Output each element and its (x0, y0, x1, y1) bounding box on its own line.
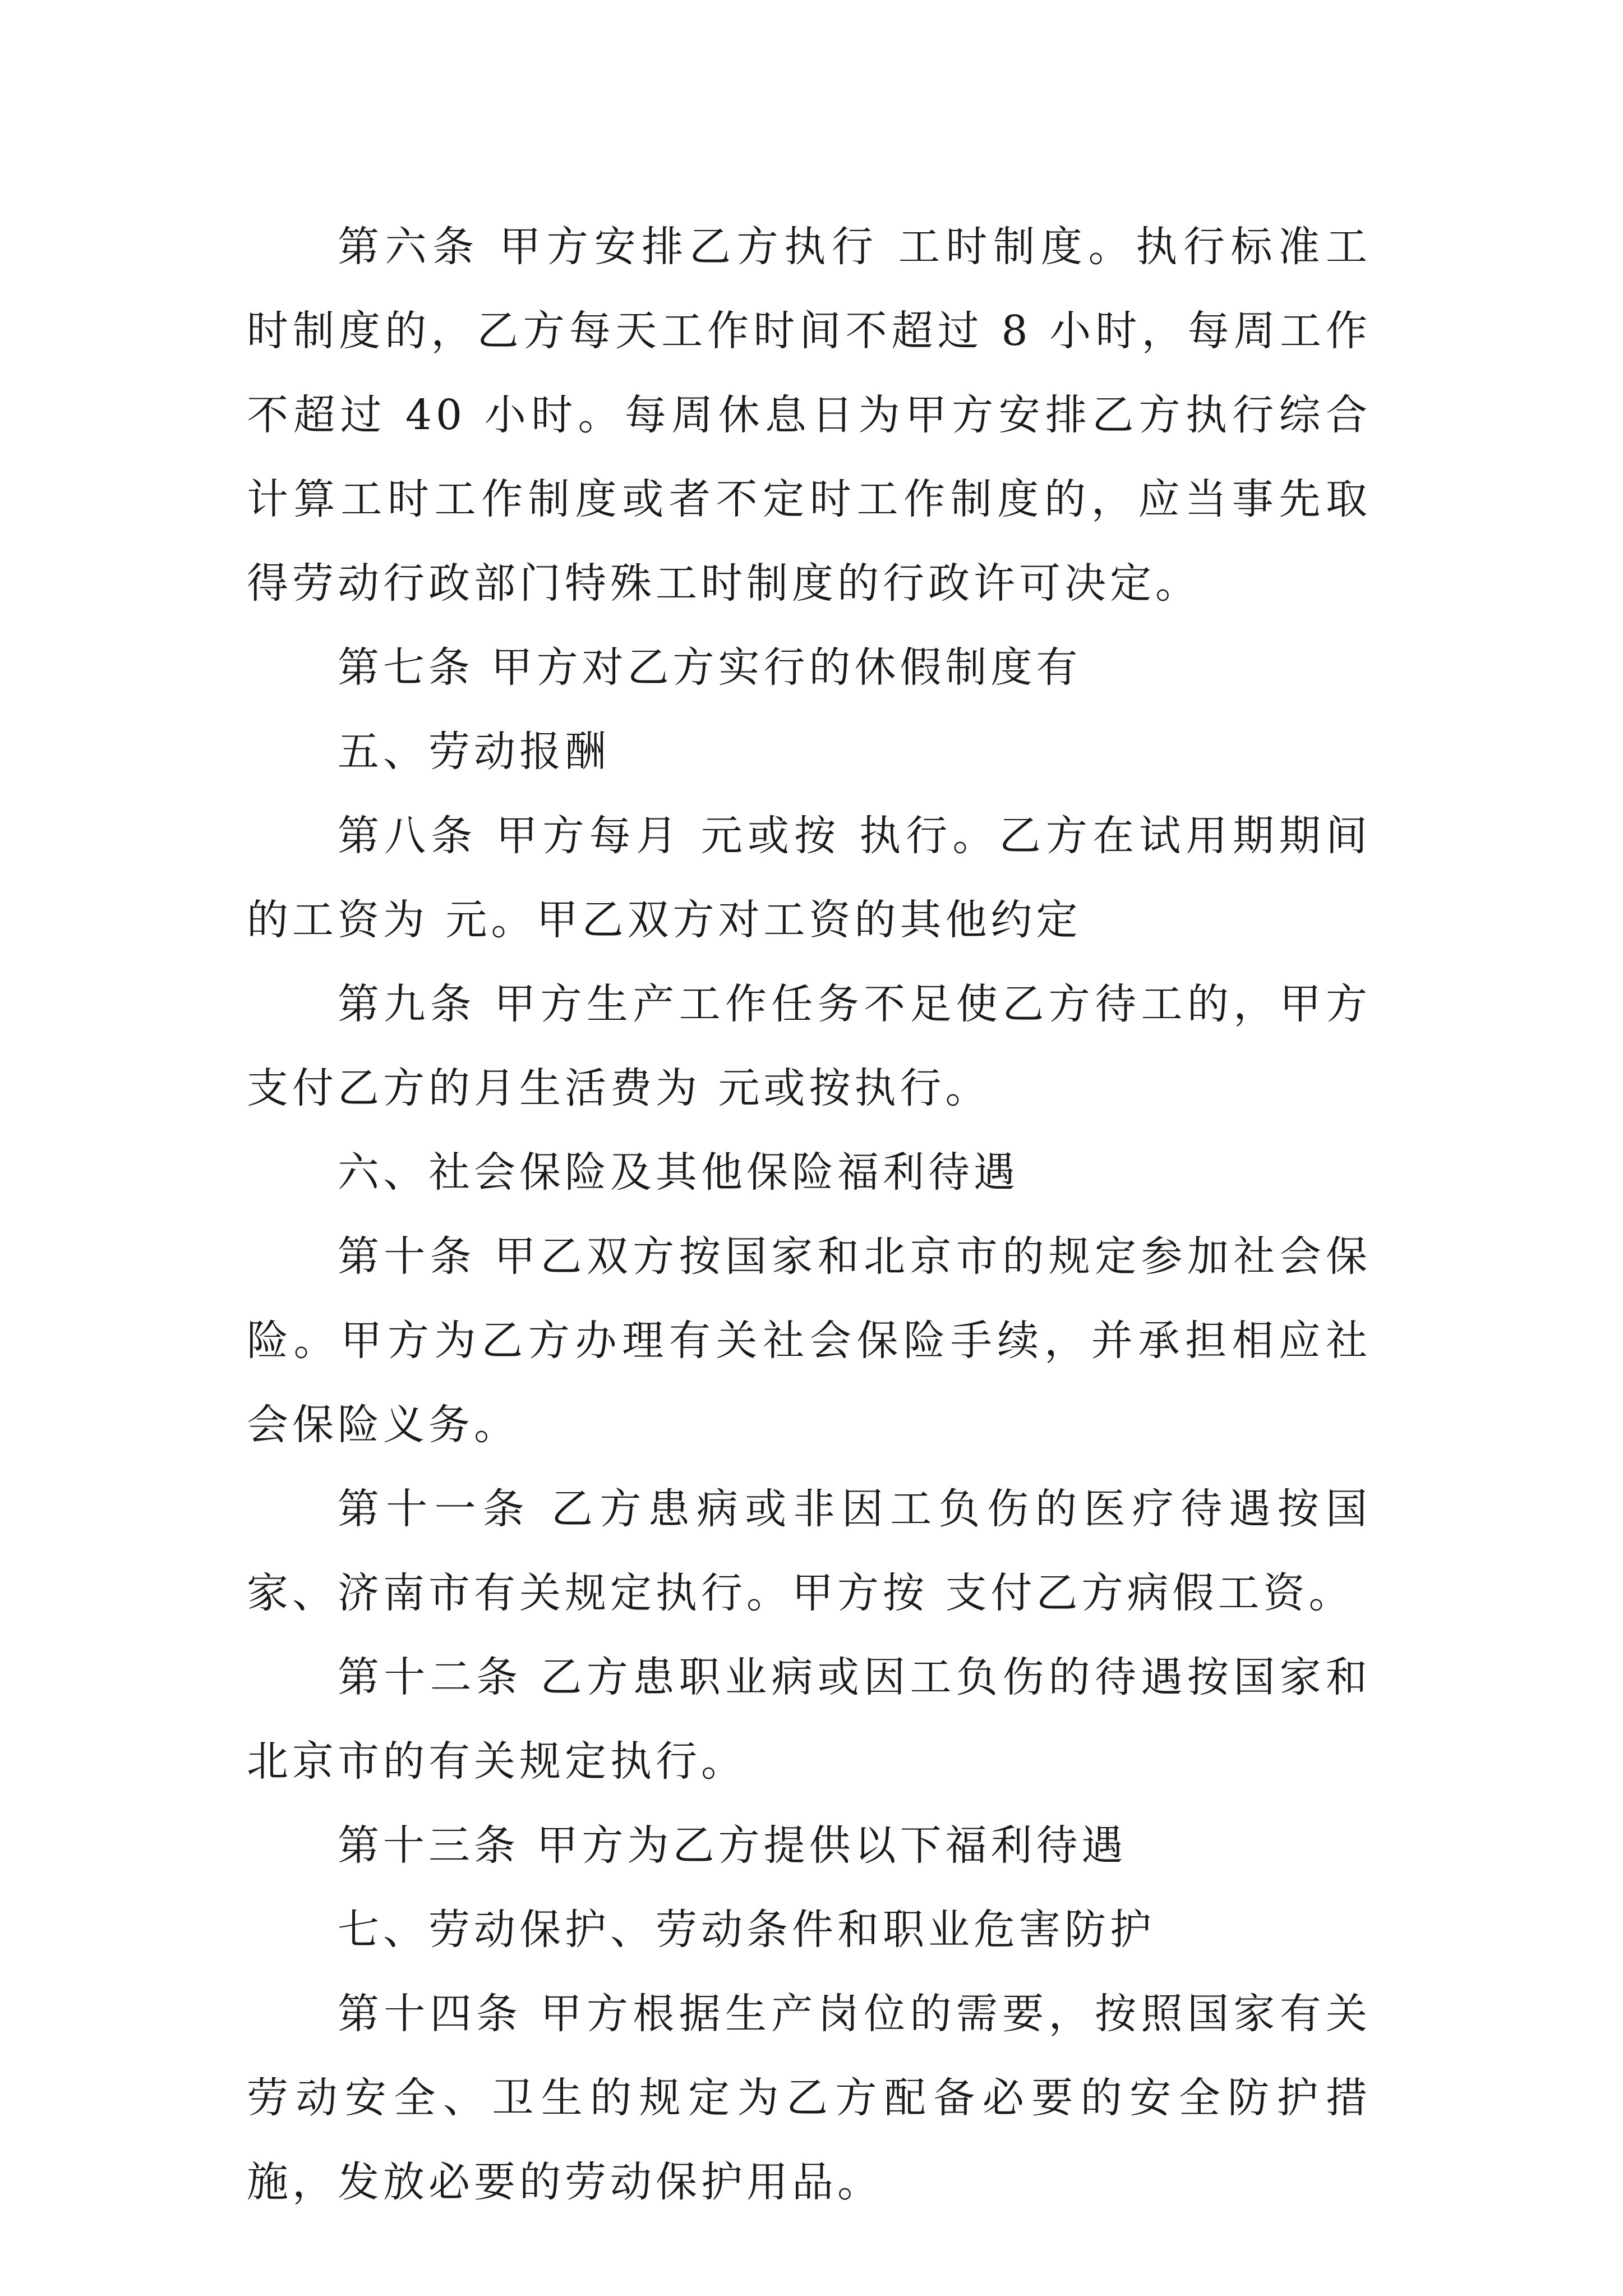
article-12: 第十二条 乙方患职业病或因工负伤的待遇按国家和北京市的有关规定执行。 (247, 1653, 1371, 1786)
section-heading-6: 六、社会保险及其他保险福利待遇 (338, 1148, 1019, 1197)
article-9: 第九条 甲方生产工作任务不足使乙方待工的，甲方支付乙方的月生活费为 元或按执行。 (247, 980, 1371, 1112)
document-body (247, 205, 1371, 2224)
article-10: 第十条 甲乙双方按国家和北京市的规定参加社会保险。甲方为乙方办理有关社会保险手续，并承担相应社会保险义务。 (247, 1232, 1371, 1449)
article-7: 第七条 甲方对乙方实行的休假制度有 (338, 643, 1082, 692)
article-11: 第十一条 乙方患病或非因工负伤的医疗待遇按国家、济南市有关规定执行。甲方按 支付乙方病假工资。 (247, 1485, 1371, 1617)
article-8: 第八条 甲方每月 元或按 执行。乙方在试用期期间的工资为 元。甲乙双方对工资的其他约定 (247, 812, 1371, 944)
article-6: 第六条 甲方安排乙方执行 工时制度。执行标准工时制度的，乙方每天工作时间不超过 8 小时，每周工作不超过 40 小时。每周休息日为甲方安排乙方执行综合计算工时工作制度或者不定时工作制度的，应当事先取得劳动行政部门特殊工时制度的行政许可决定。 (247, 223, 1371, 608)
article-13: 第十三条 甲方为乙方提供以下福利待遇 (338, 1821, 1127, 1870)
article-14: 第十四条 甲方根据生产岗位的需要，按照国家有关劳动安全、卫生的规定为乙方配备必要的安全防护措施，发放必要的劳动保护用品。 (247, 1990, 1371, 2206)
section-heading-7: 七、劳动保护、劳动条件和职业危害防护 (338, 1906, 1155, 1954)
section-heading-5: 五、劳动报酬 (338, 728, 610, 776)
